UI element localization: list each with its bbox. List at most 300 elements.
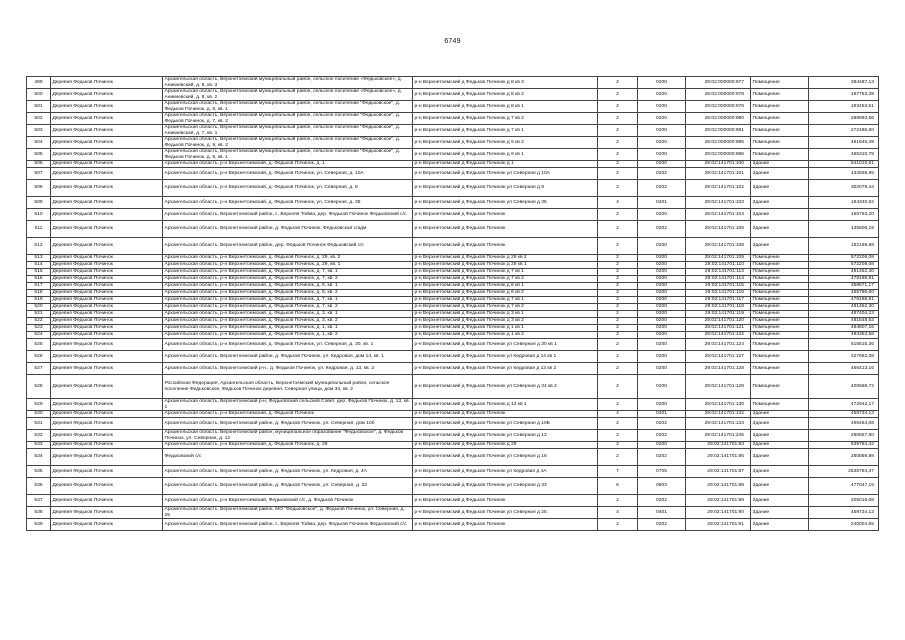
cell-object-kind: Помещение [751, 262, 809, 269]
cell-row-number: 501 [27, 101, 51, 113]
cell-address: Архангельская область, Верхнетоемский район, дер. Федьков Починок Федьковский с/с [163, 238, 413, 255]
cell-settlement-name: Деревня Федьков Починок [51, 168, 163, 180]
cell-type-code: 2 [598, 149, 638, 161]
cell-address: Архангельская область, Верхнетоемский район, муниципальное образование "Федьковское", д. Федьков Починок, ул. Северная, д. 12 [163, 430, 413, 442]
cell-location: р-н Верхнетоемский д Федьков Починок д 8 кв 2 [413, 89, 598, 101]
cell-type-code: 4 [598, 507, 638, 519]
cell-cadastral-number: 29:02:141701:132 [686, 411, 751, 418]
cell-address: Архангельская область, р-н Верхнетоемский, д. Федьков Починок, д. 29, кв. 1 [163, 262, 413, 269]
cell-address: Архангельская область, р-н Верхнетоемский, д. Федьков Починок, д. 1, кв. 2 [163, 332, 413, 339]
cell-object-kind: Помещение [751, 290, 809, 297]
cell-location: р-н Верхнетоемский д Федьков Починок ул Северная д 10А [413, 168, 598, 180]
cell-settlement-name: Деревня Федьков Починок [51, 197, 163, 209]
table-row [27, 197, 879, 209]
cell-row-number: 536 [27, 478, 51, 495]
cell-purpose-code: 0401 [638, 507, 686, 519]
cell-location: р-н Верхнетоемский д Федьков Починок д 7 кв 2 [413, 304, 598, 311]
cell-row-number: 513 [27, 255, 51, 262]
cell-type-code: 6 [598, 478, 638, 495]
cell-cadastral-value: 197753,39 [809, 89, 879, 101]
cell-address: Архангельская область, Верхнетоемский муниципальный район, сельское поселение "Федьковское", д. Аникиевская, д. 7, кв. 1 [163, 125, 413, 137]
cell-cadastral-value: 481548,62 [809, 318, 879, 325]
cell-object-kind: Помещение [751, 89, 809, 101]
cell-row-number: 512 [27, 238, 51, 255]
cell-address: Архангельская область, Верхнетоемский муниципальный район, сельское поселение "Федьковское", д. Федьков Починок, д. 9, кв. 2 [163, 137, 413, 149]
cell-type-code: 2 [598, 101, 638, 113]
cell-type-code: 2 [598, 519, 638, 531]
cell-purpose-code: 0202 [638, 449, 686, 466]
table-row [27, 113, 879, 125]
cell-object-kind: Помещение [751, 113, 809, 125]
cell-object-kind: Помещение [751, 363, 809, 375]
cell-cadastral-value: 466413,16 [809, 363, 879, 375]
cell-row-number: 524 [27, 332, 51, 339]
cell-address: Архангельская область, Верхнетоемский муниципальный район, сельское поселение «Федьковское», д. Аникиевский, д. 8, кв. 2 [163, 89, 413, 101]
cell-purpose-code: 0705 [638, 466, 686, 478]
cell-location: р-н Верхнетоемский д Федьков Починок ул Северная д 25 [413, 507, 598, 519]
cell-address: Архангельская область, р-н Верхнетоемский, д. Федьков Починок, д. 29 [163, 442, 413, 449]
cell-cadastral-value: 459734,13 [809, 411, 879, 418]
cell-row-number: 515 [27, 269, 51, 276]
cell-cadastral-number: 29:02:141701:104 [686, 209, 751, 221]
table-row [27, 399, 879, 411]
cell-cadastral-number: 29:02:141701:85 [686, 449, 751, 466]
cell-location: р-н Верхнетоемский д Федьков Починок [413, 411, 598, 418]
cell-settlement-name: Деревня Федьков Починок [51, 363, 163, 375]
cell-settlement-name: Деревня Федьков Починок [51, 339, 163, 351]
cell-purpose-code: 0200 [638, 297, 686, 304]
cell-address: Архангельская область, р-н Верхнетоемский, д. Федьков Починок, ул. Северная, д. 10А [163, 168, 413, 180]
cell-location: р-н Верхнетоемский д Федьков Починок д 29 кв 1 [413, 262, 598, 269]
cell-cadastral-value: 483353,58 [809, 332, 879, 339]
cell-cadastral-number: 29:02:141701:116 [686, 290, 751, 297]
cell-purpose-code: 0200 [638, 269, 686, 276]
cell-settlement-name: Деревня Федьков Починок [51, 77, 163, 89]
cell-type-code: 2 [598, 332, 638, 339]
cell-cadastral-value: 135806,19 [809, 221, 879, 238]
cell-cadastral-value: 639784,42 [809, 442, 879, 449]
cell-cadastral-number: 29:02:141701:130 [686, 399, 751, 411]
table-row [27, 318, 879, 325]
cell-row-number: 523 [27, 325, 51, 332]
cell-location: р-н Верхнетоемский д Федьков Починок д 29 кв 2 [413, 255, 598, 262]
cell-settlement-name: Деревня Федьков Починок [51, 411, 163, 418]
cell-cadastral-number: 29:02:141701:100 [686, 161, 751, 168]
cell-row-number: 500 [27, 89, 51, 101]
cell-cadastral-value: 572208,08 [809, 262, 879, 269]
cell-address: Российская Федерация, Архангельская область, Верхнетоемский муниципальный район, сельское поселение Федьковское, Федьков Починок деревня, Северная улица, дом 34, кв. 2 [163, 375, 413, 399]
cell-type-code: 2 [598, 430, 638, 442]
cell-row-number: 535 [27, 466, 51, 478]
cell-settlement-name: Деревня Федьков Починок [51, 430, 163, 442]
cell-address: Федьковский с/с [163, 449, 413, 466]
table-row [27, 351, 879, 363]
cell-cadastral-value: 358671,17 [809, 283, 879, 290]
cell-cadastral-number: 29:02:141701:89 [686, 495, 751, 507]
cell-object-kind: Здание [751, 209, 809, 221]
table-row [27, 507, 879, 519]
cell-cadastral-value: 461845,49 [809, 137, 879, 149]
cell-location: р-н Верхнетоемский д Федьков Починок ул Северная д 34 кв 2 [413, 375, 598, 399]
cell-location: р-н Верхнетоемский д Федьков Починок ул Северная д 30 кв 1 [413, 339, 598, 351]
cell-type-code: 2 [598, 325, 638, 332]
cell-object-kind: Помещение [751, 125, 809, 137]
cell-purpose-code: 0200 [638, 161, 686, 168]
cell-cadastral-number: 29:02:141701:120 [686, 318, 751, 325]
cell-address: Архангельская область, Верхнетоемский район, с. Верхняя Тойма, дер. Федьков Починок Федьковский с/с [163, 209, 413, 221]
cell-type-code: 2 [598, 137, 638, 149]
cell-purpose-code: 0200 [638, 238, 686, 255]
table-row [27, 375, 879, 399]
cell-settlement-name: Деревня Федьков Починок [51, 311, 163, 318]
cell-object-kind: Помещение [751, 311, 809, 318]
cell-cadastral-value: 327682,08 [809, 351, 879, 363]
cell-cadastral-number: 29:02:000000:978 [686, 89, 751, 101]
cell-cadastral-number: 29:02:141701:119 [686, 311, 751, 318]
cell-object-kind: Помещение [751, 101, 809, 113]
cell-type-code: 2 [598, 449, 638, 466]
cell-address: Архангельская область, Верхнетоемский р-н., д. Федьков Починок, ул. Кедровая, д. 13, кв. 2 [163, 363, 413, 375]
cell-purpose-code: 0200 [638, 137, 686, 149]
cell-type-code: 2 [598, 161, 638, 168]
cell-object-kind: Помещение [751, 375, 809, 399]
cell-cadastral-value: 134938,95 [809, 168, 879, 180]
cell-cadastral-value: 193453,51 [809, 101, 879, 113]
cell-settlement-name: Деревня Федьков Починок [51, 449, 163, 466]
table-row [27, 311, 879, 318]
cell-row-number: 508 [27, 180, 51, 197]
cell-settlement-name: Деревня Федьков Починок [51, 209, 163, 221]
cell-purpose-code: 0401 [638, 411, 686, 418]
table-row [27, 238, 879, 255]
cell-settlement-name: Деревня Федьков Починок [51, 276, 163, 283]
cell-settlement-name: Деревня Федьков Починок [51, 304, 163, 311]
cell-row-number: 502 [27, 113, 51, 125]
cell-cadastral-number: 29:02:141701:83 [686, 442, 751, 449]
cell-row-number: 516 [27, 276, 51, 283]
table-row [27, 255, 879, 262]
table-row [27, 269, 879, 276]
cell-row-number: 525 [27, 339, 51, 351]
cell-cadastral-value: 479188,91 [809, 297, 879, 304]
cell-object-kind: Помещение [751, 149, 809, 161]
table-row [27, 449, 879, 466]
cell-type-code: 2 [598, 495, 638, 507]
cell-address: Архангельская область, р-н Верхнетоемский, д. Федьков Починок, ул. Северная, д. 35 [163, 197, 413, 209]
cell-purpose-code: 0200 [638, 363, 686, 375]
cell-cadastral-number: 29:02:141701:115 [686, 283, 751, 290]
cell-address: Архангельская область, Верхнетоемский район, д. Федьков Починок, ул. Северная, дом 10б [163, 418, 413, 430]
table-row [27, 495, 879, 507]
cell-address: Архангельская область, Верхнетоемский муниципальный район, сельское поселение "Федьковское", д. Федьков Починок, д. 8, кв. 1 [163, 101, 413, 113]
cell-object-kind: Помещение [751, 255, 809, 262]
cell-settlement-name: Деревня Федьков Починок [51, 519, 163, 531]
cell-type-code: 2 [598, 297, 638, 304]
cell-purpose-code: 0200 [638, 101, 686, 113]
cell-cadastral-value: 384487,13 [809, 77, 879, 89]
cell-purpose-code: 0200 [638, 304, 686, 311]
cell-row-number: 532 [27, 430, 51, 442]
cell-cadastral-value: 459734,13 [809, 507, 879, 519]
cell-purpose-code: 0200 [638, 318, 686, 325]
cell-row-number: 504 [27, 137, 51, 149]
cell-settlement-name: Деревня Федьков Починок [51, 495, 163, 507]
cell-cadastral-number: 29:02:141701:109 [686, 255, 751, 262]
cell-object-kind: Здание [751, 495, 809, 507]
cell-object-kind: Помещение [751, 332, 809, 339]
cell-cadastral-number: 29:02:141701:87 [686, 466, 751, 478]
cell-object-kind: Здание [751, 411, 809, 418]
table-row [27, 297, 879, 304]
cell-location: р-н Верхнетоемский д Федьков Починок д 9 кв 1 [413, 149, 598, 161]
cell-object-kind: Здание [751, 449, 809, 466]
cell-row-number: 499 [27, 77, 51, 89]
cell-row-number: 539 [27, 519, 51, 531]
cell-cadastral-number: 29:02:141701:128 [686, 363, 751, 375]
cell-cadastral-value: 465786,60 [809, 290, 879, 297]
cell-row-number: 531 [27, 418, 51, 430]
cell-purpose-code: 0200 [638, 125, 686, 137]
cell-address: Архангельская область, р-н Верхнетоемский, д. Федьков Починок, д. 7, кв. 1 [163, 269, 413, 276]
cell-settlement-name: Деревня Федьков Починок [51, 255, 163, 262]
cell-cadastral-number: 29:02:000000:977 [686, 77, 751, 89]
cell-settlement-name: Деревня Федьков Починок [51, 325, 163, 332]
cell-purpose-code: 0200 [638, 339, 686, 351]
cell-cadastral-number: 29:02:141701:114 [686, 276, 751, 283]
cell-address: Архангельская область, р-н Верхнетоемский, д. Федьков Починок, ул. Северная, д. 8 [163, 180, 413, 197]
cell-settlement-name: Деревня Федьков Починок [51, 290, 163, 297]
cell-settlement-name: Деревня Федьков Починок [51, 113, 163, 125]
table-row [27, 101, 879, 113]
cell-address: Архангельская область, Верхнетоемский муниципальный район, сельское поселение «Федьковское», д. Аникиевский, д. 8, кв. 3 [163, 77, 413, 89]
cell-cadastral-number: 29:02:000000:979 [686, 101, 751, 113]
cell-object-kind: Здание [751, 197, 809, 209]
cell-purpose-code: 0603 [638, 478, 686, 495]
cell-location: р-н Верхнетоемский д Федьков Починок [413, 495, 598, 507]
cell-type-code: 2 [598, 262, 638, 269]
cell-cadastral-value: 479188,91 [809, 276, 879, 283]
cell-address: Архангельская область, Верхнетоемский муниципальный район, сельское поселение "Федьковское", д. Федьков Починок, д. 7, кв. 2 [163, 113, 413, 125]
cell-cadastral-number: 29:02:141701:245 [686, 430, 751, 442]
cell-location: р-н Верхнетоемский д Федьков Починок д 3 кв 2 [413, 318, 598, 325]
table-row [27, 304, 879, 311]
cell-cadastral-number: 29:02:141701:101 [686, 168, 751, 180]
cell-cadastral-value: 240004,65 [809, 519, 879, 531]
cell-purpose-code: 0200 [638, 325, 686, 332]
cell-settlement-name: Деревня Федьков Починок [51, 418, 163, 430]
cell-purpose-code: 0200 [638, 311, 686, 318]
cell-cadastral-number: 29:02:141701:124 [686, 339, 751, 351]
cell-cadastral-number: 29:02:000000:980 [686, 113, 751, 125]
cell-cadastral-value: 165753,20 [809, 209, 879, 221]
cell-purpose-code: 0202 [638, 430, 686, 442]
cell-location: р-н Верхнетоемский д Федьков Починок ул Северная д 16 [413, 449, 598, 466]
cell-cadastral-number: 29:02:141701:122 [686, 332, 751, 339]
cell-cadastral-number: 29:02:000000:981 [686, 125, 751, 137]
page-number: 6749 [444, 38, 461, 45]
cell-cadastral-value: 465310,79 [809, 149, 879, 161]
cell-purpose-code: 0200 [638, 255, 686, 262]
cell-location: р-н Верхнетоемский д Федьков Починок ул Кедровая д 14 кв 1 [413, 351, 598, 363]
cell-settlement-name: Деревня Федьков Починок [51, 466, 163, 478]
cell-location: р-н Верхнетоемский д Федьков Починок д 1 кв 1 [413, 325, 598, 332]
cell-address: Архангельская область, р-н Верхнетоемский, д. Федьков Починок, д. 3, кв. 2 [163, 318, 413, 325]
table-row [27, 180, 879, 197]
table-row [27, 89, 879, 101]
table-row [27, 149, 879, 161]
cell-location: р-н Верхнетоемский д Федьков Починок д 7 кв 2 [413, 113, 598, 125]
cell-purpose-code: 0200 [638, 283, 686, 290]
cell-object-kind: Здание [751, 442, 809, 449]
table-row [27, 125, 879, 137]
cell-purpose-code: 0202 [638, 168, 686, 180]
cell-object-kind: Здание [751, 168, 809, 180]
cell-cadastral-value: 487404,23 [809, 311, 879, 318]
cell-type-code: 2 [598, 113, 638, 125]
cell-purpose-code: 0200 [638, 262, 686, 269]
cell-purpose-code: 0200 [638, 351, 686, 363]
cell-row-number: 527 [27, 363, 51, 375]
cell-cadastral-number: 29:02:000000:985 [686, 137, 751, 149]
table-row [27, 161, 879, 168]
table-row [27, 478, 879, 495]
table-row [27, 339, 879, 351]
cell-row-number: 514 [27, 262, 51, 269]
cell-purpose-code: 0202 [638, 221, 686, 238]
cell-row-number: 538 [27, 507, 51, 519]
cell-object-kind: Здание [751, 507, 809, 519]
cell-address: Архангельская область, р-н Верхнетоемский, д. Федьков Починок, д. 29, кв. 2 [163, 255, 413, 262]
cell-location: р-н Верхнетоемский д Федьков Починок ул Северная д 8 [413, 180, 598, 197]
cell-location: р-н Верхнетоемский д Федьков Починок д 7 кв 1 [413, 269, 598, 276]
cell-cadastral-value: 302079,44 [809, 180, 879, 197]
cell-type-code: 2 [598, 290, 638, 297]
cell-location: р-н Верхнетоемский д Федьков Починок д 7 кв 1 [413, 125, 598, 137]
cell-object-kind: Помещение [751, 137, 809, 149]
cell-object-kind: Помещение [751, 325, 809, 332]
cell-cadastral-number: 29:02:141701:129 [686, 375, 751, 399]
cell-location: р-н Верхнетоемский д Федьков Починок [413, 238, 598, 255]
cell-type-code: 2 [598, 221, 638, 238]
cell-location: р-н Верхнетоемский д Федьков Починок [413, 221, 598, 238]
cell-row-number: 530 [27, 411, 51, 418]
cell-purpose-code: 0200 [638, 442, 686, 449]
cell-purpose-code: 0202 [638, 180, 686, 197]
cell-cadastral-value: 205016,08 [809, 495, 879, 507]
cell-address: Архангельская область, Верхнетоемский район, с. Верхняя Тойма, дер. Федьков Починок Федьковский с/с [163, 519, 413, 531]
cell-cadastral-value: 477047,15 [809, 478, 879, 495]
table-row [27, 442, 879, 449]
cell-cadastral-number: 29:02:141701:121 [686, 325, 751, 332]
cell-object-kind: Помещение [751, 304, 809, 311]
cell-settlement-name: Деревня Федьков Починок [51, 318, 163, 325]
cell-settlement-name: Деревня Федьков Починок [51, 161, 163, 168]
cell-object-kind: Помещение [751, 351, 809, 363]
cell-cadastral-number: 29:02:141701:127 [686, 351, 751, 363]
cell-row-number: 528 [27, 375, 51, 399]
cell-location: р-н Верхнетоемский д Федьков Починок ул Северная д 35 [413, 197, 598, 209]
cell-address: Архангельская область, р-н Верхнетоемский, д. Федьков Починок, д. 3, кв. 1 [163, 311, 413, 318]
cell-type-code: 2 [598, 180, 638, 197]
cell-location: р-н Верхнетоемский д Федьков Починок д 13 кв 1 [413, 399, 598, 411]
cell-cadastral-value: 280889,98 [809, 449, 879, 466]
cell-type-code: 2 [598, 363, 638, 375]
cell-type-code: 2 [598, 399, 638, 411]
cell-row-number: 506 [27, 161, 51, 168]
table-row [27, 221, 879, 238]
cell-address: Архангельская область, р-н Верхнетоемский, д. Федьков Починок, д. 1, кв. 1 [163, 325, 413, 332]
cell-settlement-name: Деревня Федьков Починок [51, 399, 163, 411]
cell-location: р-н Верхнетоемский д Федьков Починок д 7 кв 2 [413, 276, 598, 283]
cell-location: р-н Верхнетоемский д Федьков Починок д 9 кв 2 [413, 137, 598, 149]
cell-row-number: 534 [27, 449, 51, 466]
cell-object-kind: Здание [751, 430, 809, 442]
cell-type-code: 2 [598, 351, 638, 363]
cell-type-code: 2 [598, 255, 638, 262]
cell-type-code: 2 [598, 283, 638, 290]
cell-object-kind: Здание [751, 180, 809, 197]
cell-object-kind: Здание [751, 161, 809, 168]
table-row [27, 209, 879, 221]
table-row [27, 411, 879, 418]
cell-address: Архангельская область, Верхнетоемский район, МО "Федьковское", д. Федьков Починок, ул. Северная, д. 25 [163, 507, 413, 519]
cell-object-kind: Помещение [751, 339, 809, 351]
table-row [27, 466, 879, 478]
cell-row-number: 521 [27, 311, 51, 318]
cell-address: Архангельская область, р-н Верхнетоемский, Федьковский с/с, д. Федьков Починок [163, 495, 413, 507]
cell-row-number: 537 [27, 495, 51, 507]
cell-cadastral-value: 400658,72 [809, 375, 879, 399]
cell-type-code: 2 [598, 77, 638, 89]
cell-purpose-code: 0200 [638, 113, 686, 125]
cell-purpose-code: 0200 [638, 77, 686, 89]
cell-settlement-name: Деревня Федьков Починок [51, 442, 163, 449]
table-row [27, 332, 879, 339]
cell-purpose-code: 0200 [638, 89, 686, 101]
cell-settlement-name: Деревня Федьков Починок [51, 269, 163, 276]
table-row [27, 283, 879, 290]
cell-settlement-name: Деревня Федьков Починок [51, 351, 163, 363]
cell-location: р-н Верхнетоемский д Федьков Починок д 6 кв 2 [413, 290, 598, 297]
cell-row-number: 509 [27, 197, 51, 209]
cell-cadastral-number: 29:02:141701:118 [686, 304, 751, 311]
cell-object-kind: Помещение [751, 283, 809, 290]
cell-address: Архангельская область, р-н Верхнетоемский, д. Федьков Починок, д. 7, кв. 1 [163, 297, 413, 304]
cell-cadastral-number: 29:02:141701:108 [686, 238, 751, 255]
cell-address: Архангельская область, Верхнетоемский район, д. Федьков Починок, Федьковская с/адм [163, 221, 413, 238]
cell-cadastral-number: 29:02:141701:90 [686, 507, 751, 519]
cell-object-kind: Здание [751, 466, 809, 478]
cell-object-kind: Здание [751, 519, 809, 531]
cell-cadastral-value: 2536784,37 [809, 466, 879, 478]
cell-purpose-code: 0202 [638, 495, 686, 507]
cell-cadastral-value: 481452,30 [809, 304, 879, 311]
table-row [27, 430, 879, 442]
cell-location: р-н Верхнетоемский д Федьков Починок д 3 кв 1 [413, 311, 598, 318]
cell-settlement-name: Деревня Федьков Починок [51, 262, 163, 269]
cell-settlement-name: Деревня Федьков Починок [51, 221, 163, 238]
cell-address: Архангельская область, р-н Верхнетоемский, д. Федьков Починок, д. 7, кв. 2 [163, 276, 413, 283]
cell-object-kind: Здание [751, 478, 809, 495]
cell-row-number: 533 [27, 442, 51, 449]
table-row [27, 363, 879, 375]
cell-location: р-н Верхнетоемский д Федьков Починок д 8 кв 3 [413, 77, 598, 89]
cell-object-kind: Помещение [751, 318, 809, 325]
cell-location: р-н Верхнетоемский д Федьков Починок д 29 [413, 442, 598, 449]
cell-location: р-н Верхнетоемский д Федьков Починок д 1 [413, 161, 598, 168]
cell-cadastral-value: 484807,16 [809, 325, 879, 332]
cell-type-code: 2 [598, 442, 638, 449]
